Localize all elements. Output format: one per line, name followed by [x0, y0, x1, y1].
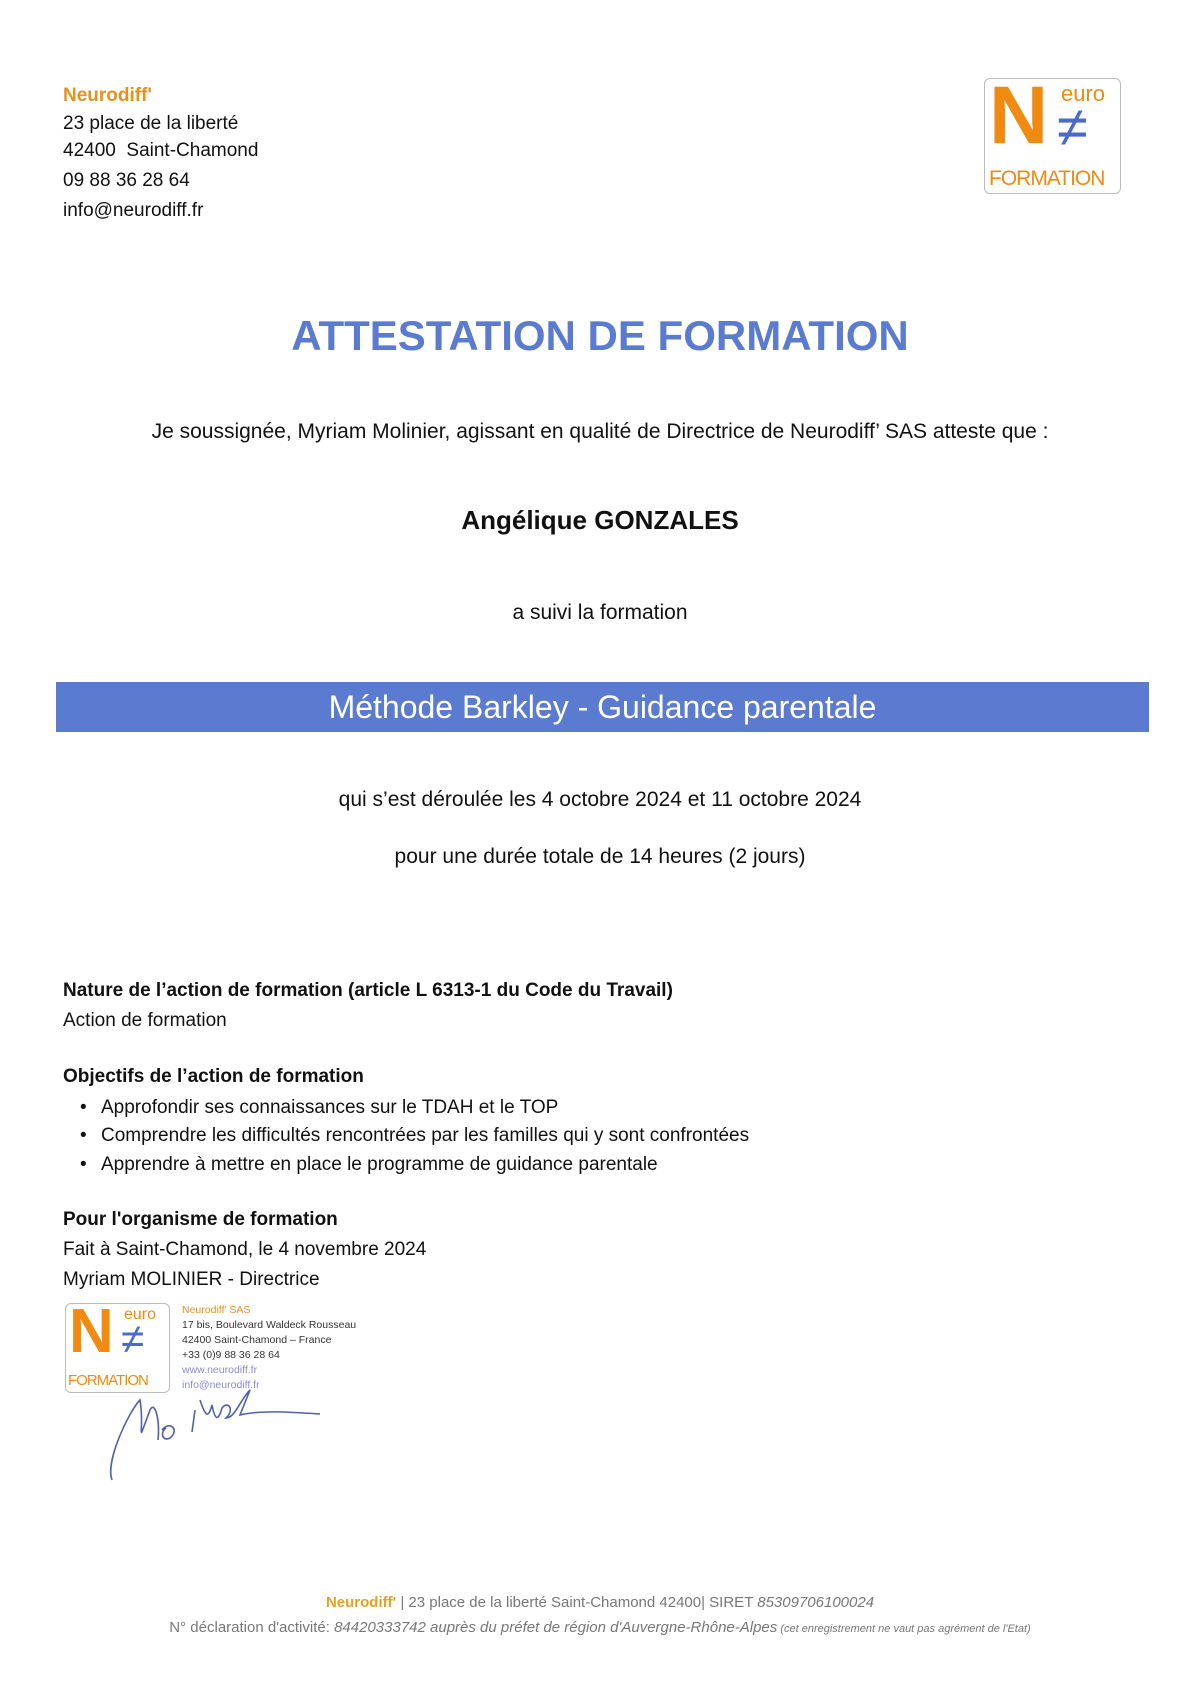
footer-line-1 [0, 1594, 1200, 1611]
objective-text: Approfondir ses connaissances sur le TDAH et le TOP [101, 1097, 559, 1118]
org-city: 42400 Saint-Chamond [63, 140, 259, 161]
intro-text: Je soussignée, Myriam Molinier, agissant en qualité de Directrice de Neurodiff’ SAS atteste que : [151, 420, 1049, 443]
stamp-city: 42400 Saint-Chamond – France [182, 1334, 332, 1346]
trainee-name: Angélique GONZALES [461, 505, 739, 535]
stamp-email: info@neurodiff.fr [182, 1379, 260, 1391]
logo-euro: euro [1061, 81, 1106, 106]
logo-euro: euro [124, 1306, 157, 1323]
course-duration: pour une durée totale de 14 heures (2 jours) [394, 845, 806, 868]
org-email: info@neurodiff.fr [63, 200, 204, 221]
org-phone: 09 88 36 28 64 [63, 170, 190, 191]
signature-image [100, 1370, 330, 1490]
signoff-signatory: Myriam MOLINIER - Directrice [63, 1269, 320, 1290]
logo-letter: N [989, 70, 1049, 161]
nature-heading: Nature de l’action de formation (article L 6313-1 du Code du Travail) [63, 980, 673, 1001]
footer-decl-label: N° déclaration d'activité: [169, 1619, 335, 1636]
logo-neq: ≠ [121, 1315, 145, 1362]
objective-text: Apprendre à mettre en place le programme de guidance parentale [101, 1154, 658, 1175]
objective-item [80, 1125, 749, 1147]
stamp-web: www.neurodiff.fr [182, 1364, 258, 1376]
objective-item [80, 1154, 658, 1176]
objective-text: Comprendre les difficultés rencontrées par les familles qui y sont confrontées [101, 1125, 750, 1146]
footer-org: Neurodiff' [325, 1594, 397, 1611]
course-banner: Méthode Barkley - Guidance parentale [56, 682, 1149, 732]
neuro-formation-logo [984, 70, 1121, 194]
footer-line-2 [0, 1619, 1200, 1636]
logo-letter: N [69, 1297, 114, 1366]
page-title: ATTESTATION DE FORMATION [291, 312, 909, 359]
signoff-heading: Pour l'organisme de formation [63, 1209, 338, 1230]
logo-formation: FORMATION [68, 1372, 148, 1389]
stamp-street: 17 bis, Boulevard Waldeck Rousseau [182, 1319, 357, 1331]
objective-item [80, 1097, 558, 1119]
org-address: 23 place de la liberté [63, 113, 239, 134]
nature-value: Action de formation [63, 1010, 227, 1031]
footer-decl-value: 84420333742 auprès du préfet de région d'Auvergne-Rhône-Alpes [334, 1619, 778, 1636]
logo-formation: FORMATION [989, 167, 1105, 190]
objectives-heading: Objectifs de l’action de formation [63, 1066, 364, 1087]
org-name: Neurodiff' [63, 85, 152, 106]
stamp-phone: +33 (0)9 88 36 28 64 [182, 1349, 280, 1361]
logo-neq: ≠ [1057, 95, 1088, 158]
signoff-place-date: Fait à Saint-Chamond, le 4 novembre 2024 [63, 1239, 427, 1260]
stamp-name: Neurodiff' SAS [182, 1304, 251, 1316]
course-dates: qui s’est déroulée les 4 octobre 2024 et 11 octobre 2024 [338, 788, 862, 811]
footer-siret: 85309706100024 [757, 1594, 875, 1611]
followed-text: a suivi la formation [512, 601, 688, 624]
footer-note: (cet enregistrement ne vaut pas agrément de l'Etat) [777, 1623, 1031, 1635]
footer-address: | 23 place de la liberté Saint-Chamond 42400| SIRET [396, 1594, 758, 1611]
